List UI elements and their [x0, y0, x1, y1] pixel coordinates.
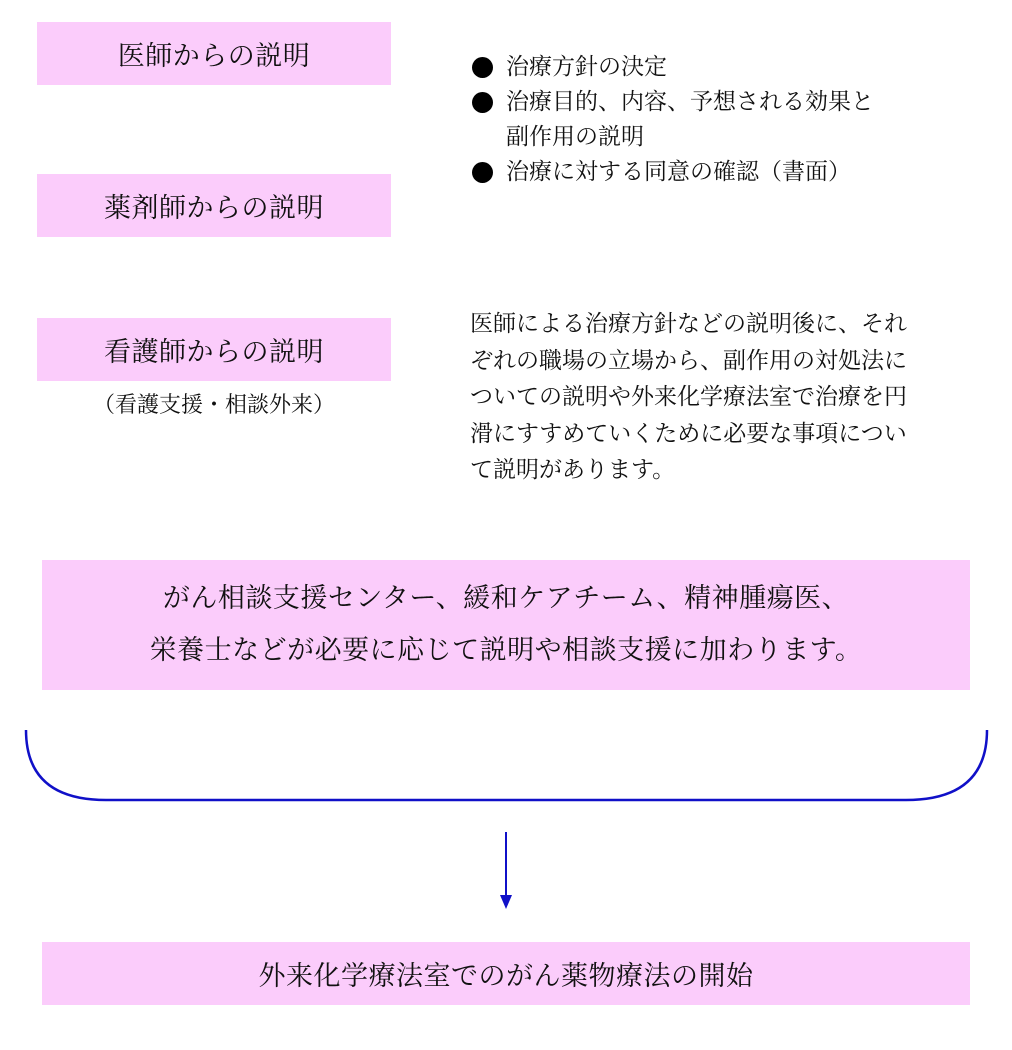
- nurse-description-line: て説明があります。: [470, 457, 676, 483]
- nurse-explanation-sublabel: （看護支援・相談外来）: [92, 393, 335, 418]
- nurse-explanation-label: 看護師からの説明: [104, 337, 324, 368]
- support-team-line: 栄養士などが必要に応じて説明や相談支援に加わります。: [149, 635, 863, 666]
- nurse-description-line: 滑にすすめていくために必要な事項につい: [470, 420, 907, 447]
- explanation-point-text: 治療に対する同意の確認（書面）: [506, 159, 851, 185]
- explanation-point-text: 治療方針の決定: [506, 54, 667, 80]
- chemotherapy-start-box: [42, 942, 970, 1005]
- pharmacist-explanation-label: 薬剤師からの説明: [104, 193, 324, 224]
- explanation-point-text-continued: 副作用の説明: [506, 124, 644, 150]
- explanation-point-text: 治療目的、内容、予想される効果と: [506, 89, 874, 115]
- chemotherapy-start-label: 外来化学療法室でのがん薬物療法の開始: [258, 961, 754, 992]
- doctor-explanation-label: 医師からの説明: [117, 41, 311, 72]
- support-team-line: がん相談支援センター、緩和ケアチーム、精神腫瘍医、: [162, 583, 850, 614]
- nurse-description-line: ぞれの職場の立場から、副作用の対処法に: [470, 347, 907, 374]
- flow-arrow-head-icon: [500, 895, 512, 909]
- nurse-description-line: 医師による治療方針などの説明後に、それ: [470, 311, 907, 337]
- grouping-brace: [26, 730, 987, 800]
- nurse-description-line: ついての説明や外来化学療法室で治療を円: [470, 384, 907, 410]
